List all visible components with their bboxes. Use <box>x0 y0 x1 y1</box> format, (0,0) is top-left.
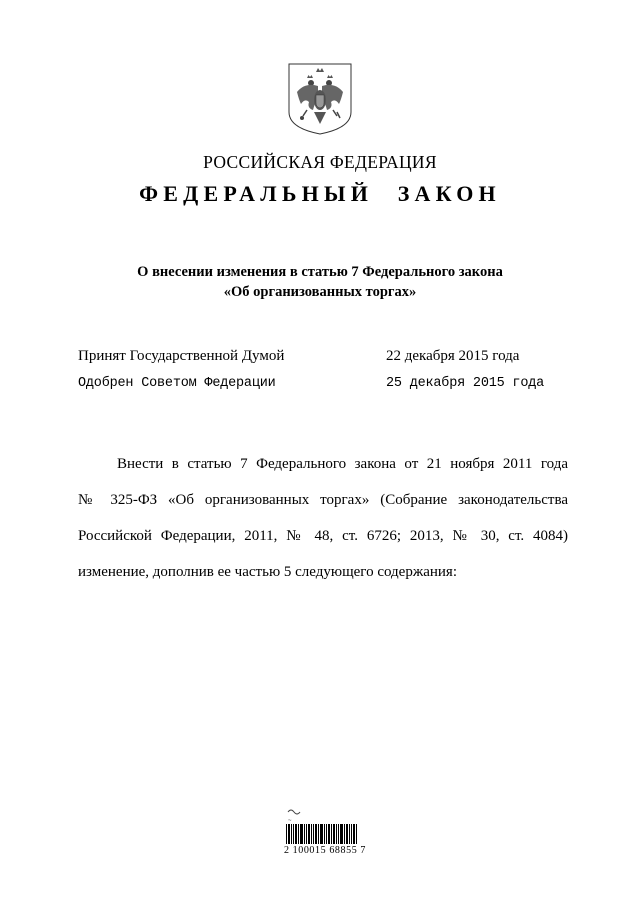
adoption-row-council <box>78 376 558 404</box>
document-type-heading: ФЕДЕРАЛЬНЫЙ ЗАКОН <box>139 181 501 206</box>
barcode-number: 2 100015 68855 7 <box>283 845 367 856</box>
body-line: № 325-ФЗ «Об организованных торгах» (Собрание законодательства <box>78 492 568 508</box>
country-name: РОССИЙСКАЯ ФЕДЕРАЦИЯ <box>203 152 437 172</box>
adoption-date: 25 декабря 2015 года <box>386 376 545 391</box>
adoption-row-duma <box>78 348 558 376</box>
coat-of-arms-icon <box>287 62 353 136</box>
law-body-paragraph <box>78 446 568 590</box>
body-line: Российской Федерации, 2011, № 48, ст. 6726; 2013, № 30, ст. 4084) <box>78 528 568 544</box>
body-line: изменение, дополнив ее частью 5 следующего содержания: <box>78 564 457 580</box>
body-line: Внести в статью 7 Федерального закона от 21 ноября 2011 года <box>117 456 568 472</box>
adoption-label: Одобрен Советом Федерации <box>78 376 276 391</box>
adoption-label: Принят Государственной Думой <box>78 348 285 364</box>
barcode <box>282 806 362 880</box>
law-subject-title <box>0 262 640 302</box>
svg-text:~: ~ <box>288 818 292 824</box>
law-subject-line-1: О внесении изменения в статью 7 Федерального закона <box>137 264 503 280</box>
adoption-block <box>78 348 558 404</box>
adoption-date: 22 декабря 2015 года <box>386 348 520 364</box>
law-subject-line-2: «Об организованных торгах» <box>223 284 417 300</box>
